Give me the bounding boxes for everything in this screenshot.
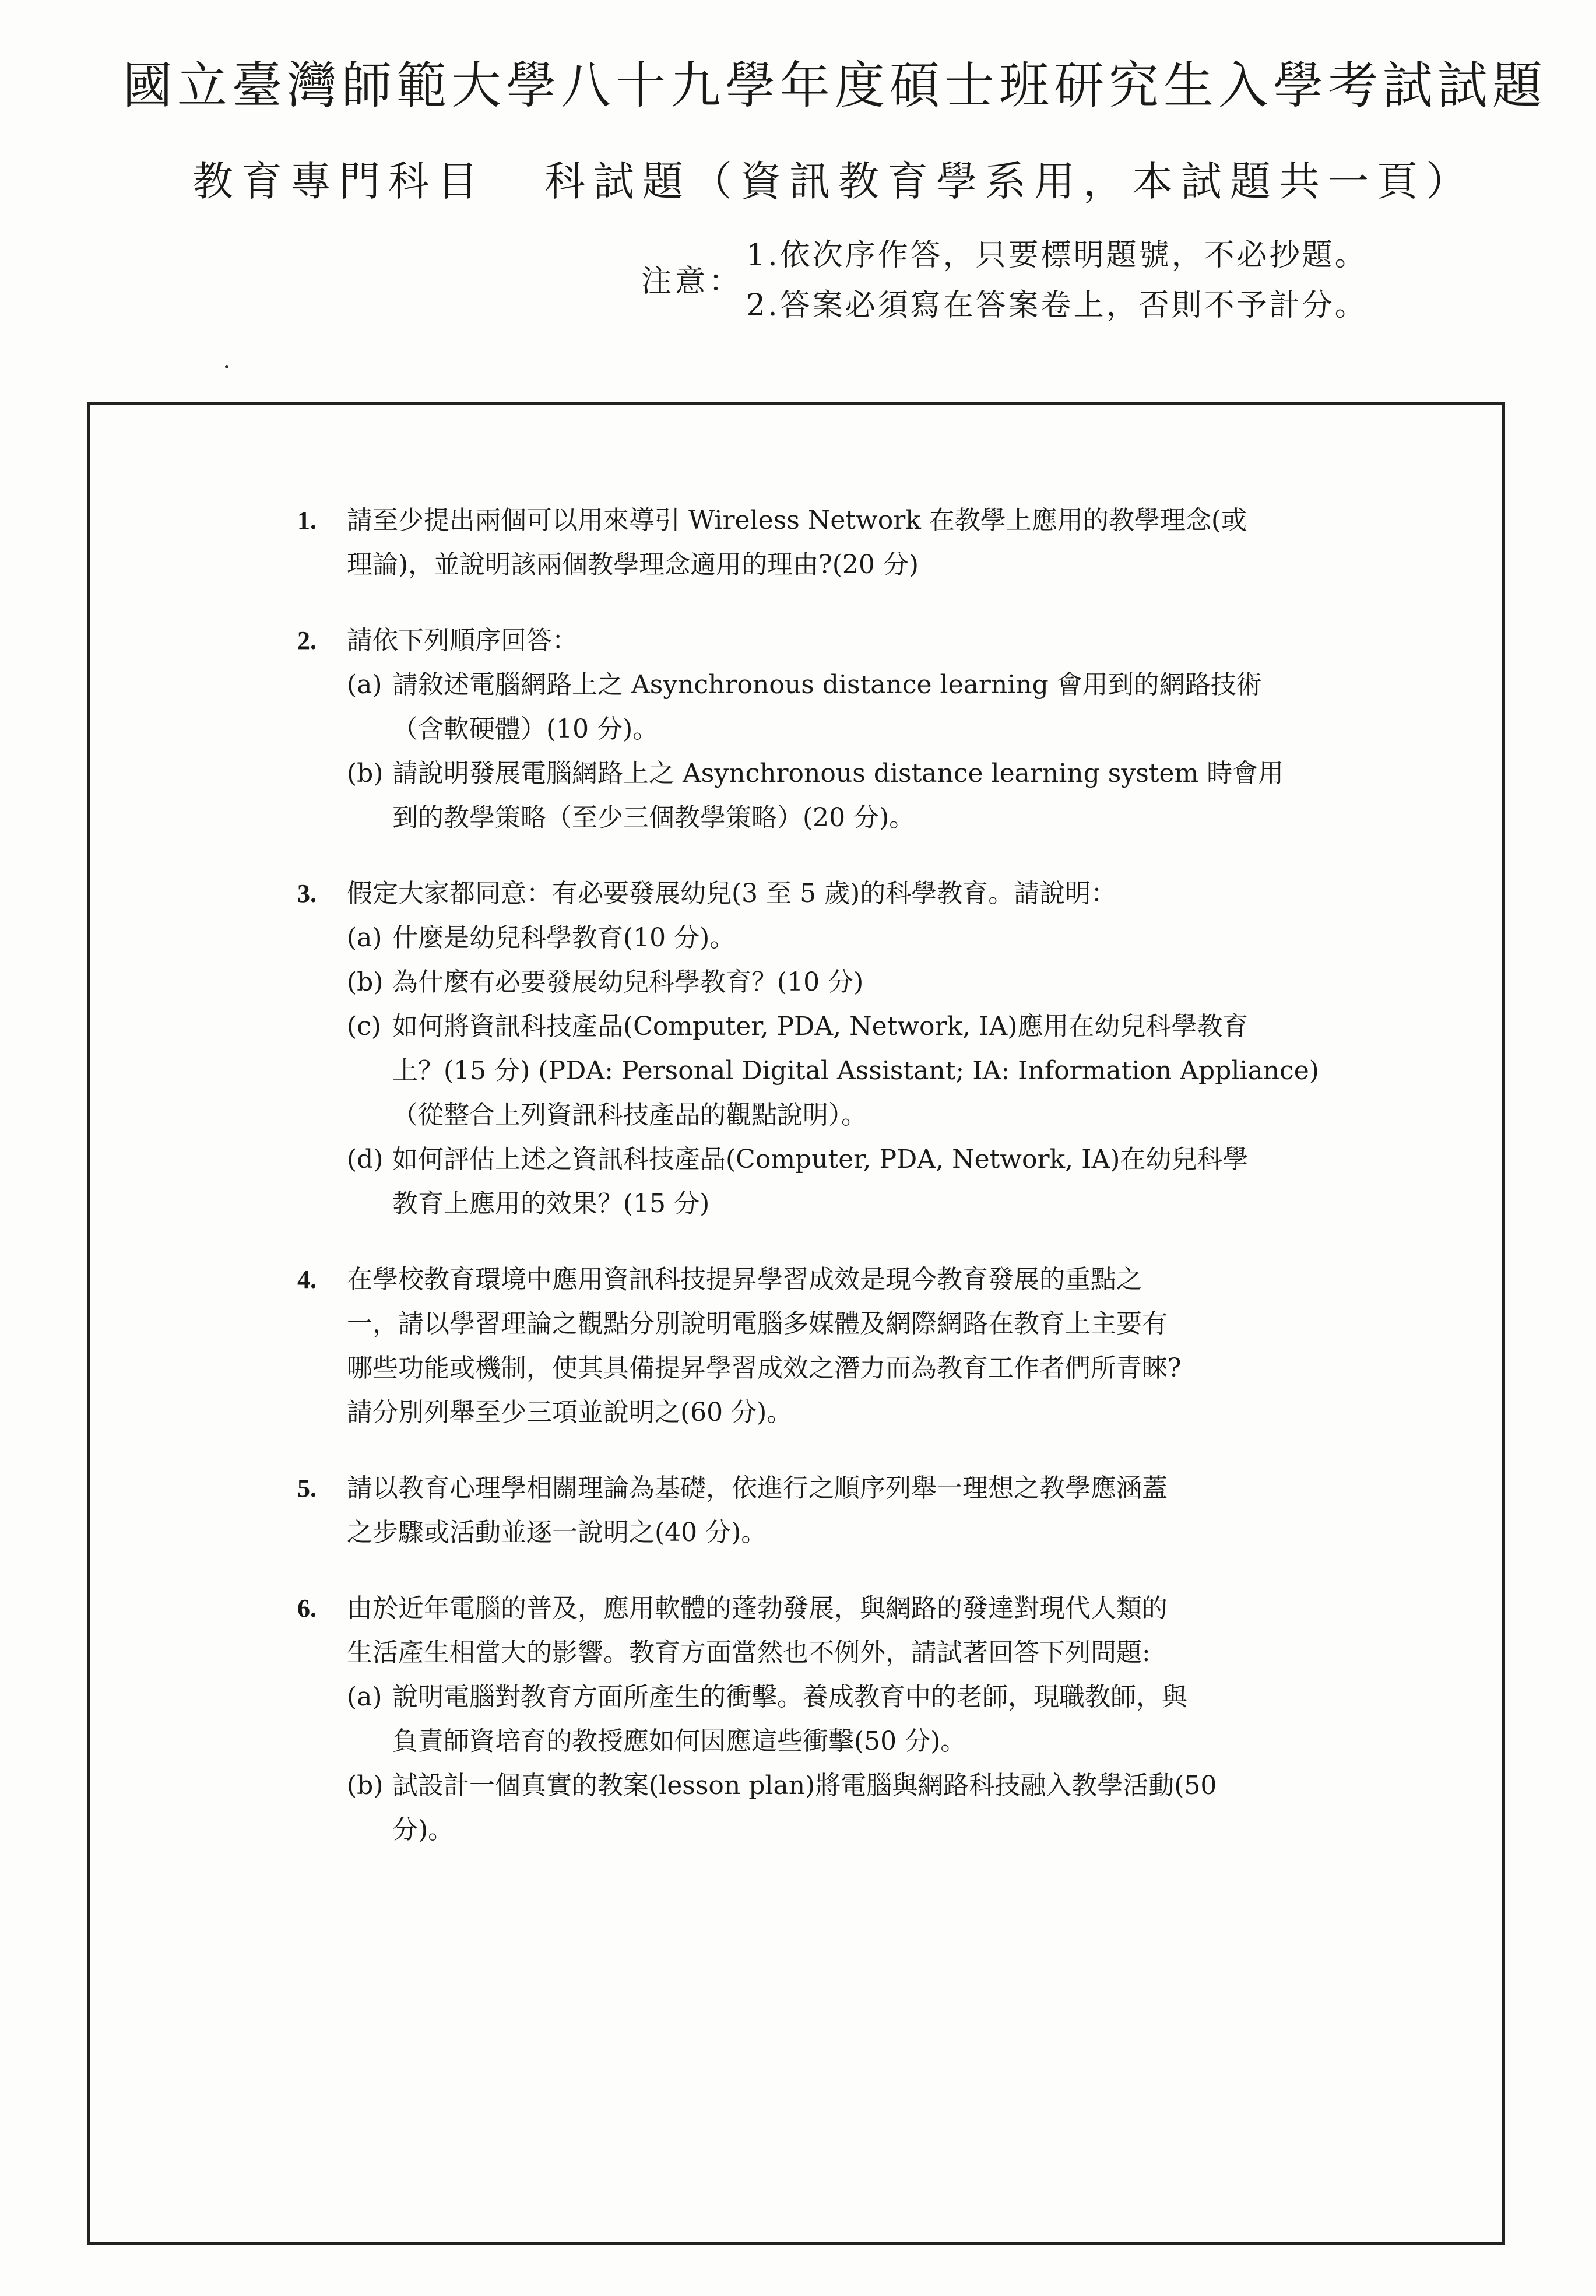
question-text: 請以教育心理學相關理論為基礎，依進行之順序列舉一理想之教學應涵蓋 之步驟或活動並逐一說明之(40 分)。 [347,1473,1168,1547]
question-4 [297,1258,1393,1435]
sub-question-a [347,663,1393,752]
notice-label: 注意： [641,264,743,299]
sub-question-text: 什麼是幼兒科學教育(10 分)。 [392,923,736,953]
sub-question-label: (d) [347,1145,384,1174]
sub-question-label: (b) [347,1771,384,1800]
question-text: 由於近年電腦的普及，應用軟體的蓬勃發展，與網路的發達對現代人類的 生活產生相當大的影響。教育方面當然也不例外，請試著回答下列問題: [347,1593,1168,1667]
sub-question-label: (b) [347,759,384,788]
sub-question-b [347,1764,1393,1852]
question-3 [297,872,1393,1226]
question-6 [297,1586,1393,1852]
question-number: 2. [297,626,317,655]
sub-question-text: 試設計一個真實的教案(lesson plan)將電腦與網路科技融入教學活動(50 分)。 [392,1771,1217,1845]
question-text: 假定大家都同意：有必要發展幼兒(3 至 5 歲)的科學教育。請說明： [347,879,1117,908]
sub-question-text: 請說明發展電腦網路上之 Asynchronous distance learning system 時會用 到的教學策略（至少三個教學策略）(20 分)。 [392,759,1284,833]
question-list [297,498,1393,1884]
sub-question-label: (a) [347,923,382,953]
subtitle-text: 科試題（資訊教育學系用，本試題共一頁） [544,157,1475,205]
exam-title: 國立臺灣師範大學八十九學年度碩士班研究生入學考試試題 [122,57,1547,115]
sub-question-text: 如何將資訊科技產品(Computer, PDA, Network, IA)應用在幼兒科學教育 上？(15 分) (PDA: Personal Digital Assistant; IA: Information Appliance) （從整合上列資訊科技產品的觀點說明）。 [392,1012,1319,1130]
sub-question-label: (a) [347,670,382,700]
notice-item: 1.依次序作答，只要標明題號，不必抄題。 [746,238,1368,273]
exam-subtitle [192,149,1475,208]
sub-question-label: (a) [347,1682,382,1712]
question-text: 請至少提出兩個可以用來導引 Wireless Network 在教學上應用的教學理念(或 理論)，並說明該兩個教學理念適用的理由?(20 分) [347,505,1247,580]
notice-items [746,230,1368,331]
sub-question-b [347,752,1393,840]
sub-question-a [347,916,1393,960]
sub-question-text: 如何評估上述之資訊科技產品(Computer, PDA, Network, IA)在幼兒科學 教育上應用的效果？(15 分) [392,1145,1249,1219]
question-number: 6. [297,1594,317,1623]
notice-item: 2.答案必須寫在答案卷上，否則不予計分。 [746,288,1368,323]
sub-question-d [347,1138,1393,1226]
sub-question-text: 請敘述電腦網路上之 Asynchronous distance learning 會用到的網路技術 （含軟硬體）(10 分)。 [392,670,1262,744]
question-text: 請依下列順序回答： [347,626,578,655]
sub-question-a [347,1675,1393,1764]
question-text: 在學校教育環境中應用資訊科技提昇學習成效是現今教育發展的重點之 一，請以學習理論之觀點分別說明電腦多媒體及網際網路在教育上主要有 哪些功能或機制，使其具備提昇學習成效之潛力而為教育工作者們所青睞? 請分別列舉至少三項並說明之(60 分)。 [347,1265,1182,1427]
sub-question-label: (b) [347,967,384,997]
sub-question-text: 說明電腦對教育方面所產生的衝擊。養成教育中的老師，現職教師，與 負責師資培育的教授應如何因應這些衝擊(50 分)。 [392,1682,1187,1756]
question-number: 5. [297,1474,317,1502]
sub-question-label: (c) [347,1012,381,1041]
sub-question-text: 為什麼有必要發展幼兒科學教育？(10 分) [392,967,864,997]
question-number: 4. [297,1265,317,1294]
sub-question-b [347,960,1393,1005]
question-number: 1. [297,506,317,535]
subject-name: 教育專門科目 [192,157,486,205]
stray-mark [225,365,228,368]
question-2 [297,619,1393,840]
question-5 [297,1466,1393,1555]
question-number: 3. [297,879,317,908]
question-1 [297,498,1393,587]
sub-question-c [347,1005,1393,1138]
